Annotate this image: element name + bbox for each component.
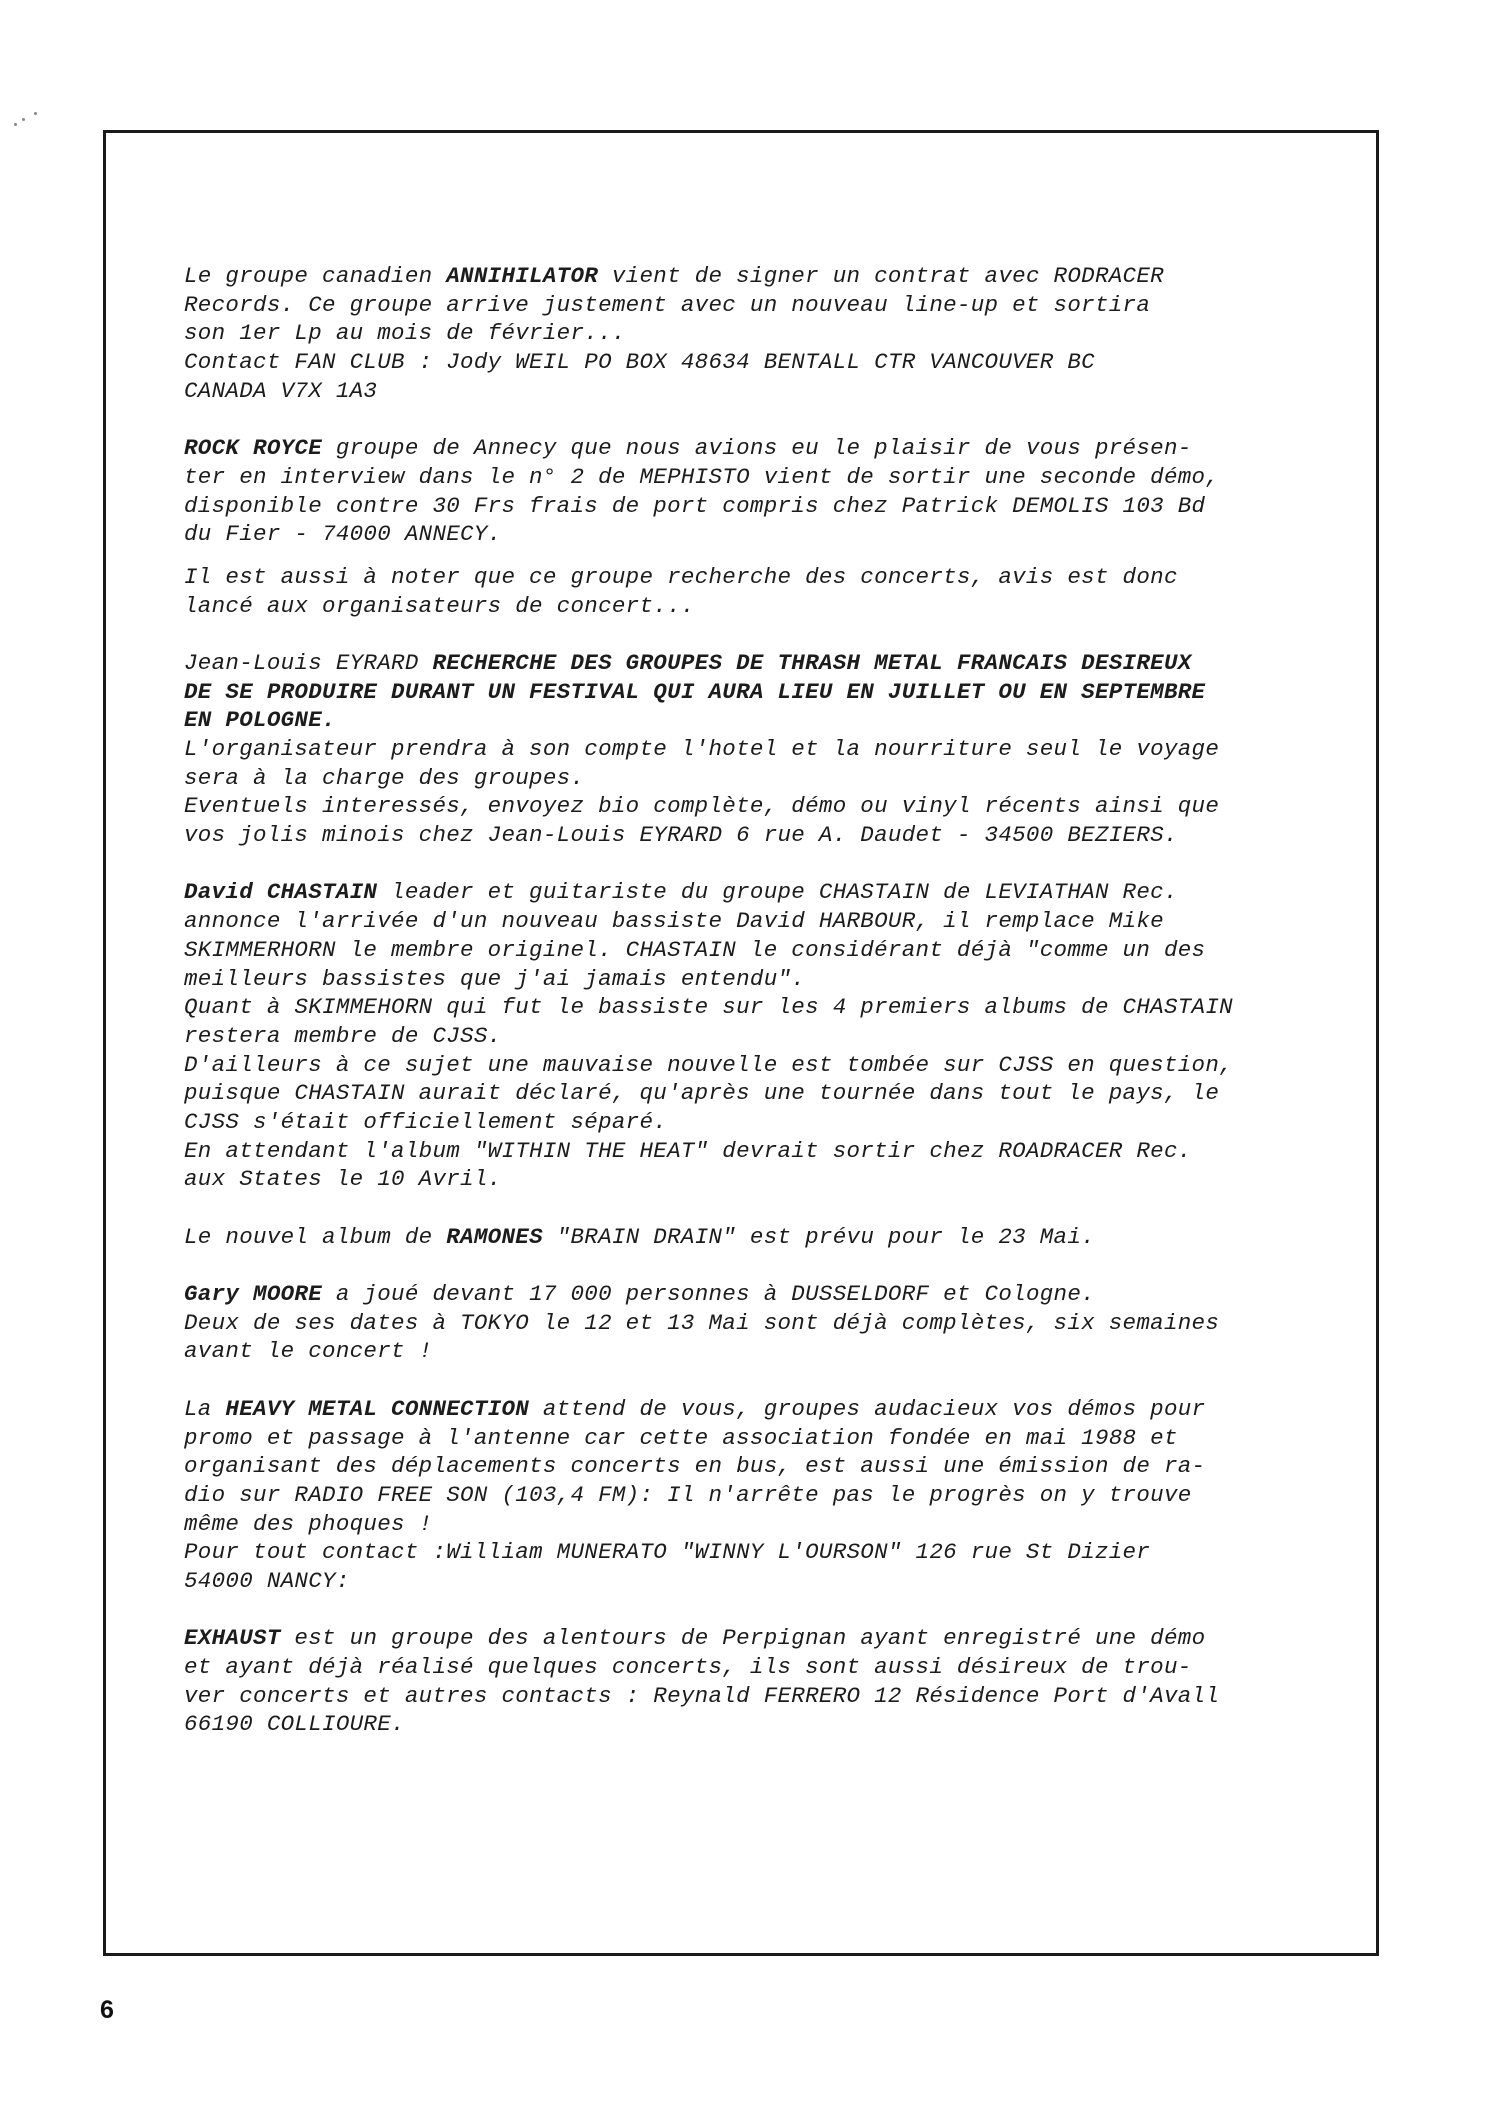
- text-segment: groupe de Annecy que nous avions eu le plaisir de vous présen-: [322, 435, 1192, 462]
- text-segment: Contact FAN CLUB : Jody WEIL PO BOX 48634 BENTALL CTR VANCOUVER BC: [184, 349, 1095, 376]
- text-line: [184, 1022, 1334, 1051]
- text-segment: a joué devant 17 000 personnes à DUSSELDORF et Cologne.: [322, 1281, 1095, 1308]
- text-line: [184, 563, 1334, 592]
- page-number: 6: [100, 1996, 114, 2024]
- text-line: [184, 1165, 1334, 1194]
- text-segment: Pour tout contact :William MUNERATO "WINNY L'OURSON" 126 rue St Dizier: [184, 1539, 1151, 1566]
- text-segment: son 1er Lp au mois de février...: [184, 320, 626, 347]
- text-line: [184, 377, 1334, 406]
- text-segment: L'organisateur prendra à son compte l'hotel et la nourriture seul le voyage: [184, 736, 1220, 762]
- text-line: [184, 1510, 1334, 1539]
- text-segment: meilleurs bassistes que j'ai jamais entendu".: [184, 965, 806, 992]
- text-line: [184, 1309, 1334, 1338]
- news-item: [184, 262, 1334, 405]
- bold-text: RECHERCHE DES GROUPES DE THRASH METAL FRANCAIS DESIREUX: [432, 649, 1192, 676]
- bold-text: ROCK ROYCE: [184, 435, 323, 462]
- news-item: [184, 878, 1334, 1194]
- text-segment: même des phoques !: [184, 1510, 433, 1537]
- paragraph-spacer: [184, 405, 1334, 434]
- text-line: [184, 262, 1334, 291]
- text-segment: lancé aux organisateurs de concert...: [184, 592, 695, 619]
- text-segment: D'ailleurs à ce sujet une mauvaise nouvelle est tombée sur CJSS en question,: [184, 1051, 1233, 1078]
- text-segment: La: [184, 1395, 226, 1422]
- text-segment: Quant à SKIMMEHORN qui fut le bassiste sur les 4 premiers albums de CHASTAIN: [184, 994, 1233, 1021]
- text-segment: annonce l'arrivée d'un nouveau bassiste David HARBOUR, il remplace Mike: [184, 908, 1164, 935]
- bold-text: RAMONES: [446, 1223, 543, 1250]
- text-segment: et ayant déjà réalisé quelques concerts, ils sont aussi désireux de trou-: [184, 1654, 1192, 1680]
- news-item: [184, 563, 1334, 620]
- paragraph-spacer: [184, 620, 1334, 649]
- text-line: [184, 1710, 1334, 1739]
- text-line: [184, 1280, 1334, 1309]
- text-segment: organisant des déplacements concerts en bus, est aussi une émission de ra-: [184, 1453, 1206, 1480]
- text-segment: 66190 COLLIOURE.: [184, 1711, 405, 1738]
- text-line: [184, 348, 1334, 377]
- text-segment: "BRAIN DRAIN" est prévu pour le 23 Mai.: [542, 1223, 1095, 1250]
- paragraph-spacer: [184, 1596, 1334, 1625]
- news-item: [184, 1223, 1334, 1252]
- text-line: [184, 907, 1334, 936]
- news-item: [184, 1280, 1334, 1366]
- bold-text: EXHAUST: [184, 1625, 281, 1652]
- text-segment: Le groupe canadien: [184, 263, 447, 289]
- text-segment: Deux de ses dates à TOKYO le 12 et 13 Mai sont déjà complètes, six semaines: [184, 1309, 1220, 1336]
- text-segment: aux States le 10 Avril.: [184, 1166, 502, 1193]
- text-line: [184, 1682, 1334, 1711]
- bold-text: Gary MOORE: [184, 1281, 323, 1308]
- text-segment: En attendant l'album "WITHIN THE HEAT" devrait sortir chez ROADRACER Rec.: [184, 1137, 1192, 1164]
- text-line: [184, 463, 1334, 492]
- bold-text: DE SE PRODUIRE DURANT UN FESTIVAL QUI AURA LIEU EN JUILLET OU EN SEPTEMBRE: [184, 678, 1206, 705]
- news-item: [184, 649, 1334, 850]
- text-segment: CANADA V7X 1A3: [184, 377, 378, 404]
- text-segment: 54000 NANCY:: [184, 1567, 350, 1594]
- text-line: [184, 1223, 1334, 1252]
- text-segment: Jean-Louis EYRARD: [184, 649, 433, 676]
- news-item: [184, 1624, 1334, 1739]
- text-segment: CJSS s'était officiellement séparé.: [184, 1108, 668, 1135]
- paragraph-spacer: [184, 1251, 1334, 1280]
- bold-text: EN POLOGNE.: [184, 707, 336, 734]
- bold-text: HEAVY METAL CONNECTION: [225, 1395, 530, 1422]
- text-segment: leader et guitariste du groupe CHASTAIN de LEVIATHAN Rec.: [377, 879, 1178, 906]
- text-segment: du Fier - 74000 ANNECY.: [184, 521, 502, 548]
- text-line: [184, 706, 1334, 735]
- text-line: [184, 1137, 1334, 1166]
- paragraph-spacer: [184, 850, 1334, 879]
- text-line: [184, 1079, 1334, 1108]
- text-segment: Il est aussi à noter que ce groupe recherche des concerts, avis est donc: [184, 563, 1178, 590]
- paragraph-spacer: [184, 1366, 1334, 1395]
- bold-text: ANNIHILATOR: [446, 263, 599, 289]
- text-line: [184, 821, 1334, 850]
- text-segment: restera membre de CJSS.: [184, 1022, 502, 1049]
- text-line: [184, 1395, 1334, 1424]
- text-line: [184, 592, 1334, 621]
- text-segment: vient de signer un contrat avec RODRACER: [598, 263, 1164, 289]
- paragraph-spacer: [184, 1194, 1334, 1223]
- bold-text: David CHASTAIN: [184, 879, 378, 906]
- text-line: [184, 792, 1334, 821]
- text-line: [184, 764, 1334, 793]
- text-segment: ver concerts et autres contacts : Reynald FERRERO 12 Résidence Port d'Avall: [184, 1682, 1220, 1709]
- text-line: [184, 1452, 1334, 1481]
- text-line: [184, 1051, 1334, 1080]
- text-line: [184, 319, 1334, 348]
- text-line: [184, 735, 1334, 764]
- text-line: [184, 965, 1334, 994]
- text-line: [184, 936, 1334, 965]
- text-line: [184, 993, 1334, 1022]
- text-line: [184, 291, 1334, 320]
- text-segment: promo et passage à l'antenne car cette association fondée en mai 1988 et: [184, 1424, 1178, 1451]
- text-line: [184, 649, 1334, 678]
- article-body: [184, 262, 1334, 1739]
- text-segment: est un groupe des alentours de Perpignan ayant enregistré une démo: [280, 1625, 1206, 1652]
- paragraph-spacer: [184, 549, 1334, 563]
- text-segment: sera à la charge des groupes.: [184, 764, 585, 791]
- text-line: [184, 1538, 1334, 1567]
- text-line: [184, 492, 1334, 521]
- news-item: [184, 434, 1334, 549]
- text-segment: avant le concert !: [184, 1338, 433, 1365]
- text-line: [184, 1653, 1334, 1682]
- text-segment: Le nouvel album de: [184, 1223, 447, 1250]
- text-line: [184, 434, 1334, 463]
- text-segment: SKIMMERHORN le membre originel. CHASTAIN le considérant déjà "comme un des: [184, 936, 1206, 963]
- text-line: [184, 1108, 1334, 1137]
- text-line: [184, 1337, 1334, 1366]
- text-segment: vos jolis minois chez Jean-Louis EYRARD 6 rue A. Daudet - 34500 BEZIERS.: [184, 822, 1178, 849]
- text-segment: puisque CHASTAIN aurait déclaré, qu'après une tournée dans tout le pays, le: [184, 1080, 1220, 1107]
- text-line: [184, 1424, 1334, 1453]
- text-line: [184, 678, 1334, 707]
- text-segment: ter en interview dans le n° 2 de MEPHISTO vient de sortir une seconde démo,: [184, 463, 1220, 490]
- text-line: [184, 1481, 1334, 1510]
- news-item: [184, 1395, 1334, 1596]
- text-segment: disponible contre 30 Frs frais de port compris chez Patrick DEMOLIS 103 Bd: [184, 492, 1206, 519]
- text-line: [184, 1624, 1334, 1653]
- text-line: [184, 520, 1334, 549]
- text-segment: dio sur RADIO FREE SON (103,4 FM): Il n'arrête pas le progrès on y trouve: [184, 1481, 1192, 1508]
- text-segment: Records. Ce groupe arrive justement avec un nouveau line-up et sortira: [184, 291, 1151, 318]
- text-segment: Eventuels interessés, envoyez bio complète, démo ou vinyl récents ainsi que: [184, 793, 1220, 820]
- text-line: [184, 1567, 1334, 1596]
- text-line: [184, 878, 1334, 907]
- text-segment: attend de vous, groupes audacieux vos démos pour: [529, 1395, 1206, 1422]
